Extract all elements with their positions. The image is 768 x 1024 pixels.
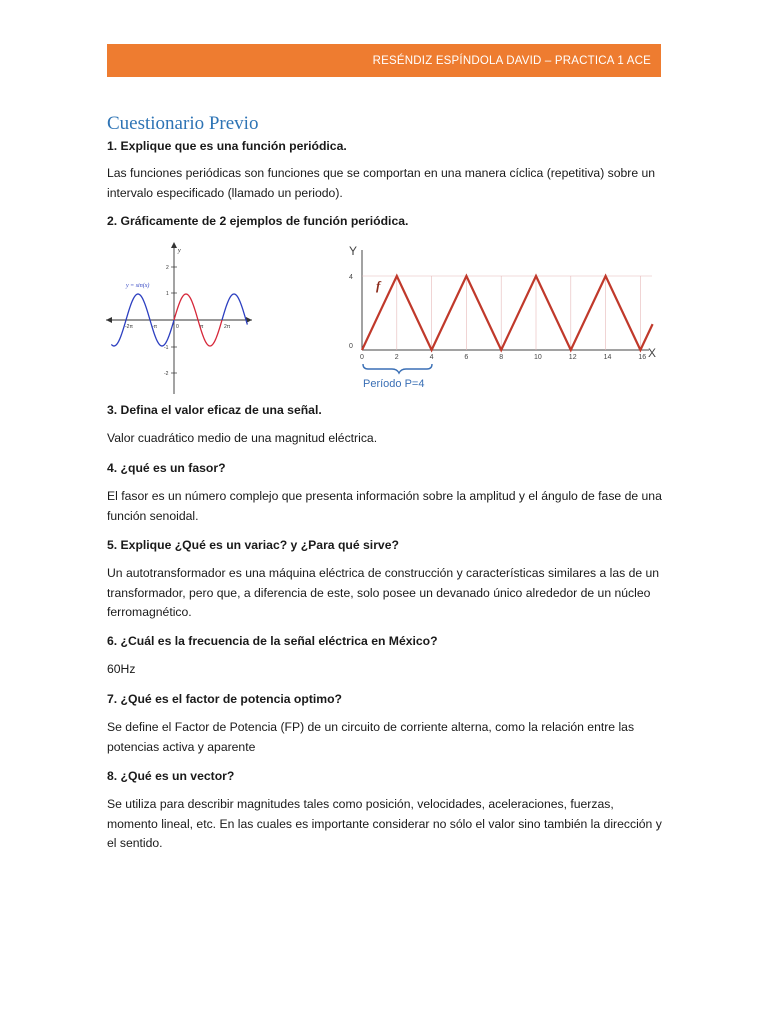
triangle-wave-figure	[342, 240, 662, 392]
sine-x-tick: 2π	[224, 324, 231, 330]
header-bar	[107, 44, 661, 77]
answer-5: Un autotransformador es una máquina eléctrica de construcción y características similares a las de un transformador, pero que, a diferencia de este, solo posee un devanado único alrededor de un núcleo ferromagnético.	[107, 566, 660, 620]
tri-y-tick: 0	[349, 343, 353, 350]
sine-y-ticks	[164, 265, 177, 377]
sine-y-tick: 2	[166, 265, 169, 271]
question-7: 7. ¿Qué es el factor de potencia optimo?	[107, 692, 342, 706]
answer-3: Valor cuadrático medio de una magnitud eléctrica.	[107, 431, 378, 445]
page-title: Cuestionario Previo	[107, 113, 259, 134]
tri-x-tick: 2	[394, 354, 399, 361]
tri-x-tick: 14	[603, 354, 612, 361]
sine-y-tick: -1	[164, 345, 169, 351]
answer-6: 60Hz	[107, 662, 136, 676]
sine-x-tick: -π	[152, 324, 158, 330]
answer-8: Se utiliza para describir magnitudes tales como posición, velocidades, aceleraciones, fuerzas, momento lineal, etc. En las cuales es importante considerar no sólo el valor sino también la dirección y el sentido.	[107, 797, 662, 851]
tri-x-tick: 8	[499, 354, 504, 361]
tri-x-tick: 6	[464, 354, 469, 361]
tri-x-ticks	[360, 354, 646, 361]
sine-x-ticks	[125, 324, 231, 330]
tri-y-tick: 4	[349, 274, 353, 281]
answer-1: Las funciones periódicas son funciones que se comportan en una manera cíclica (repetitiva) sobre un intervalo especificado (llamado un periodo).	[107, 166, 656, 200]
question-1: 1. Explique que es una función periódica.	[107, 139, 347, 153]
tri-x-tick: 16	[638, 354, 647, 361]
question-6: 6. ¿Cuál es la frecuencia de la señal eléctrica en México?	[107, 634, 438, 648]
tri-y-label: Y	[349, 244, 358, 258]
sine-x-tick: 0	[176, 324, 179, 330]
tri-x-tick: 0	[360, 354, 364, 361]
sine-x-tick: -2π	[125, 324, 133, 330]
tri-x-tick: 10	[534, 354, 542, 361]
header-text: RESÉNDIZ ESPÍNDOLA DAVID – PRACTICA 1 ACE	[372, 54, 651, 67]
answer-7: Se define el Factor de Potencia (FP) de un circuito de corriente alterna, como la relación entre las potencias activa y aparente	[107, 720, 635, 754]
tri-x-tick: 12	[568, 354, 577, 361]
tri-x-tick: 4	[429, 354, 434, 361]
sine-x-tick: π	[200, 324, 204, 330]
sine-function-label: y = sin(x)	[126, 283, 150, 289]
answer-4: El fasor es un número complejo que presenta información sobre la amplitud y el ángulo de fase de una función senoidal.	[107, 489, 662, 523]
question-8: 8. ¿Qué es un vector?	[107, 769, 235, 783]
period-brace	[363, 364, 432, 373]
tri-x-label: X	[648, 346, 657, 360]
sine-x-arrow-left	[106, 317, 112, 323]
sine-y-tick: -2	[164, 371, 169, 377]
question-3: 3. Defina el valor eficaz de una señal.	[107, 403, 322, 417]
tri-function-label: f	[376, 278, 381, 293]
sine-wave-figure	[104, 240, 254, 398]
question-4: 4. ¿qué es un fasor?	[107, 461, 226, 475]
tri-wave-line	[362, 276, 653, 350]
sine-y-tick: 1	[166, 291, 169, 297]
sine-y-label: y	[178, 248, 181, 254]
period-label: Período P=4	[363, 378, 425, 390]
question-2: 2. Gráficamente de 2 ejemplos de función periódica.	[107, 214, 409, 228]
question-5: 5. Explique ¿Qué es un variac? y ¿Para qué sirve?	[107, 538, 399, 552]
sine-y-arrow	[171, 242, 177, 248]
